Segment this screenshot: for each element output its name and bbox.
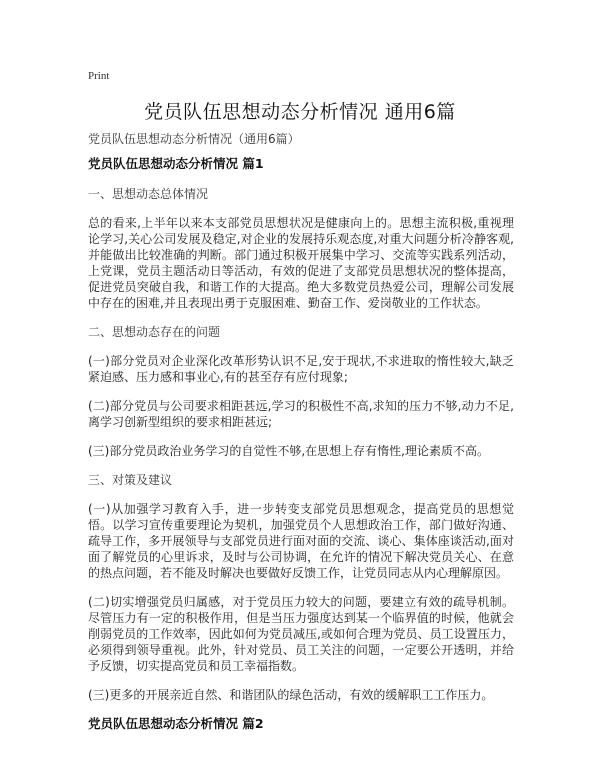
section-measures-heading: 三、对策及建议 — [88, 473, 173, 487]
section-overall-heading: 一、思想动态总体情况 — [88, 187, 209, 201]
document-body — [88, 156, 514, 746]
article-2-heading: 党员队伍思想动态分析情况 篇2 — [88, 716, 264, 731]
print-label[interactable]: Print — [88, 70, 110, 82]
article-1-heading: 党员队伍思想动态分析情况 篇1 — [88, 156, 264, 171]
section-problems-heading: 二、思想动态存在的问题 — [88, 325, 221, 339]
paragraph: 总的看来,上半年以来本支部党员思想状况是健康向上的。思想主流积极,重视理论学习,关心公司发展及稳定,对企业的发展持乐观态度,对重大问题分析冷静客观,并能做出比较准确的判断。部门通过积极开展集中学习、交流等实践系列活动，上党课，党员主题活动日等活动，有效的促进了支部党员思想状况的整体提高，促进党员突破自我，和谐工作的大提高。绝大多数党员热爱公司，理解公司发展中存在的困难,并且表现出勇于克服困难、勤奋工作、爱岗敬业的工作状态。 — [88, 216, 514, 310]
paragraph: (三)更多的开展亲近自然、和谐团队的绿色活动，有效的缓解职工工作压力。 — [88, 688, 494, 702]
paragraph: (二)切实增强党员归属感，对于党员压力较大的问题，要建立有效的疏导机制。尽管压力有一定的积极作用，但是当压力强度达到某一个临界值的时候，他就会削弱党员的工作效率，因此如何为党员减压,或如何合理为党员、员工设置压力，必须得到领导重视。此外，针对党员、员工关注的问题，一定要公开透明，并给予反馈，切实提高党员和员工幸福指数。 — [88, 595, 514, 673]
paragraph: (三)部分党员政治业务学习的自觉性不够,在思想上存有惰性,理论素质不高。 — [88, 444, 489, 458]
document-subtitle: 党员队伍思想动态分析情况（通用6篇） — [88, 132, 300, 146]
page-title: 党员队伍思想动态分析情况 通用6篇 — [144, 101, 456, 123]
paragraph: (一)从加强学习教育入手，进一步转变支部党员思想观念，提高党员的思想觉悟。以学习宣传重要理论为契机，加强党员个人思想政治工作，部门做好沟通、疏导工作，多开展领导与支部党员进行面对面的交流、谈心、集体座谈活动,面对面了解党员的心里诉求，及时与公司协调，在允许的情况下解决党员关心、在意的热点问题，若不能及时解决也要做好反馈工作，让党员同志从内心理解原因。 — [88, 502, 514, 580]
paragraph: (二)部分党员与公司要求相距甚远,学习的积极性不高,求知的压力不够,动力不足,离学习创新型组织的要求相距甚远; — [88, 399, 514, 429]
paragraph: (一)部分党员对企业深化改革形势认识不足,安于现状,不求进取的惰性较大,缺乏紧迫感、压力感和事业心,有的甚至存有应付现象; — [88, 354, 514, 384]
